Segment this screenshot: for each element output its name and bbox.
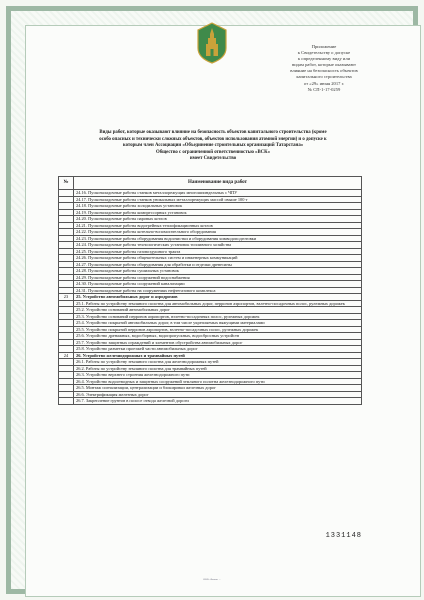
row-work-name: 24.21. Пусконаладочные работы водогрейных теплофикационных котлов	[74, 222, 362, 229]
row-work-name: 25.8. Устройство разметки проезжей части автомобильных дорог	[74, 346, 362, 353]
table-header-row	[59, 177, 362, 190]
row-work-name: 26.7. Закрепление грунтов в полосе отвода железной дороги	[74, 398, 362, 405]
heading-line: имеет Свидетельство	[189, 156, 237, 162]
annex-line: Приложение	[311, 44, 337, 49]
works-table	[58, 176, 362, 405]
annex-line: № СП-1-17-0259	[307, 86, 341, 92]
annex-line: от «29» июня 2017 г.	[303, 80, 345, 86]
row-number: 24	[59, 352, 74, 359]
row-work-name: 24.24. Пусконаладочные работы технологических установок топливного хозяйства	[74, 242, 362, 249]
row-work-name: 25.2. Устройство оснований автомобильных дорог	[74, 307, 362, 314]
row-number	[59, 398, 74, 405]
table-row	[59, 300, 362, 307]
heading-line: Виды работ, которые оказывают влияние на безопасность объектов капитального строительства (кроме	[99, 130, 327, 135]
annex-line: к определенному виду или	[297, 56, 351, 62]
serial-number: 1331148	[325, 532, 362, 540]
annex-line: к Свидетельству о допуске	[297, 50, 351, 56]
annex-line: влияние на безопасность объектов	[290, 68, 358, 74]
row-work-name: 24.20. Пусконаладочные работы паровых котлов	[74, 216, 362, 223]
row-work-name: 25. Устройство автомобильных дорог и аэродромов	[74, 294, 362, 301]
table-body	[59, 190, 362, 405]
row-work-name: 24.30. Пусконаладочные работы сооружений канализации	[74, 281, 362, 288]
row-work-name: 24.19. Пусконаладочные работы компрессорных установок	[74, 209, 362, 216]
row-work-name: 26.5. Монтаж сигнализации, централизации и блокировки железных дорог	[74, 385, 362, 392]
row-work-name: 24.29. Пусконаладочные работы сооружений водоснабжения	[74, 274, 362, 281]
row-work-name: 24.27. Пусконаладочные работы оборудования для обработки и отделки древесины	[74, 261, 362, 268]
row-work-name: 25.7. Устройство защитных ограждений и элементов обустройства автомобильных дорог	[74, 339, 362, 346]
row-work-name: 26. Устройство железнодорожных и трамвайных путей	[74, 352, 362, 359]
row-work-name: 24.26. Пусконаладочные работы общекотельных систем и инженерных коммуникаций	[74, 255, 362, 262]
row-work-name: 24.16. Пусконаладочные работы станков металлорежущих многошпиндельных с ЧПУ	[74, 190, 362, 197]
row-work-name: 26.4. Устройство водоотводных и защитных сооружений земляного полотна железнодорожного пути	[74, 378, 362, 385]
row-work-name: 24.22. Пусконаладочные работы котельно-вспомогательного оборудования	[74, 229, 362, 236]
row-work-name: 26.3. Устройство верхнего строения железнодорожного пути	[74, 372, 362, 379]
printer-footer: ООО «Бланк» ...	[203, 578, 221, 581]
column-header-name: Наименование вида работ	[74, 177, 362, 190]
table-row	[59, 398, 362, 405]
row-work-name: 24.25. Пусконаладочные работы газовоздушного тракта	[74, 248, 362, 255]
row-work-name: 26.1. Работы по устройству земляного полотна для железнодорожных путей	[74, 359, 362, 366]
row-work-name: 25.3. Устройство оснований перронов аэропортов, взлетно-посадочных полос, рулежных дорожек	[74, 313, 362, 320]
row-work-name: 25.5. Устройство покрытий перронов аэропортов, взлетно-посадочных полос, рулежных дорожек	[74, 326, 362, 333]
row-work-name: 26.6. Электрификация железных дорог	[74, 391, 362, 398]
row-work-name: 24.31. Пусконаладочные работы на сооружениях нефтегазового комплекса	[74, 287, 362, 294]
row-work-name: 24.17. Пусконаладочные работы станков уникальных металлорежущих массой свыше 100 т	[74, 196, 362, 203]
tower-emblem-icon	[196, 22, 228, 64]
column-header-number: №	[59, 177, 74, 190]
row-work-name: 25.4. Устройство покрытий автомобильных дорог, в том числе укрепляемых вяжущими материалами	[74, 320, 362, 327]
heading-line: особо опасных и технически сложных объектов, объектов использования атомной энергии) и о допуске к	[99, 136, 327, 142]
row-work-name: 26.2. Работы по устройству земляного полотна для трамвайных путей	[74, 365, 362, 372]
annex-line: видам работ, которые оказывают	[292, 62, 356, 68]
annex-line: капитального строительства	[296, 74, 352, 80]
heading-line: которым член Ассоциации «Объединение строительных организаций Татарстана»	[122, 143, 304, 149]
document-heading	[48, 130, 378, 163]
row-work-name: 24.28. Пусконаладочные работы сушильных установок	[74, 268, 362, 275]
annex-note	[254, 44, 394, 93]
row-work-name: 25.1. Работы по устройству земляного полотна для автомобильных дорог, перронов аэропортов, взлетно-посадочных полос, рулежных дорожек	[74, 300, 362, 307]
row-work-name: 24.18. Пусконаладочные работы холодильных установок	[74, 203, 362, 210]
row-number: 23	[59, 294, 74, 301]
row-work-name: 24.23. Пусконаладочные работы оборудования водоочистки и оборудования химводоподготовки	[74, 235, 362, 242]
row-work-name: 25.6. Устройство дренажных, водосборных, водопропускных, водосбросных устройств	[74, 333, 362, 340]
company-name: Общество с ограниченной ответственностью «ВСК»	[155, 149, 270, 155]
